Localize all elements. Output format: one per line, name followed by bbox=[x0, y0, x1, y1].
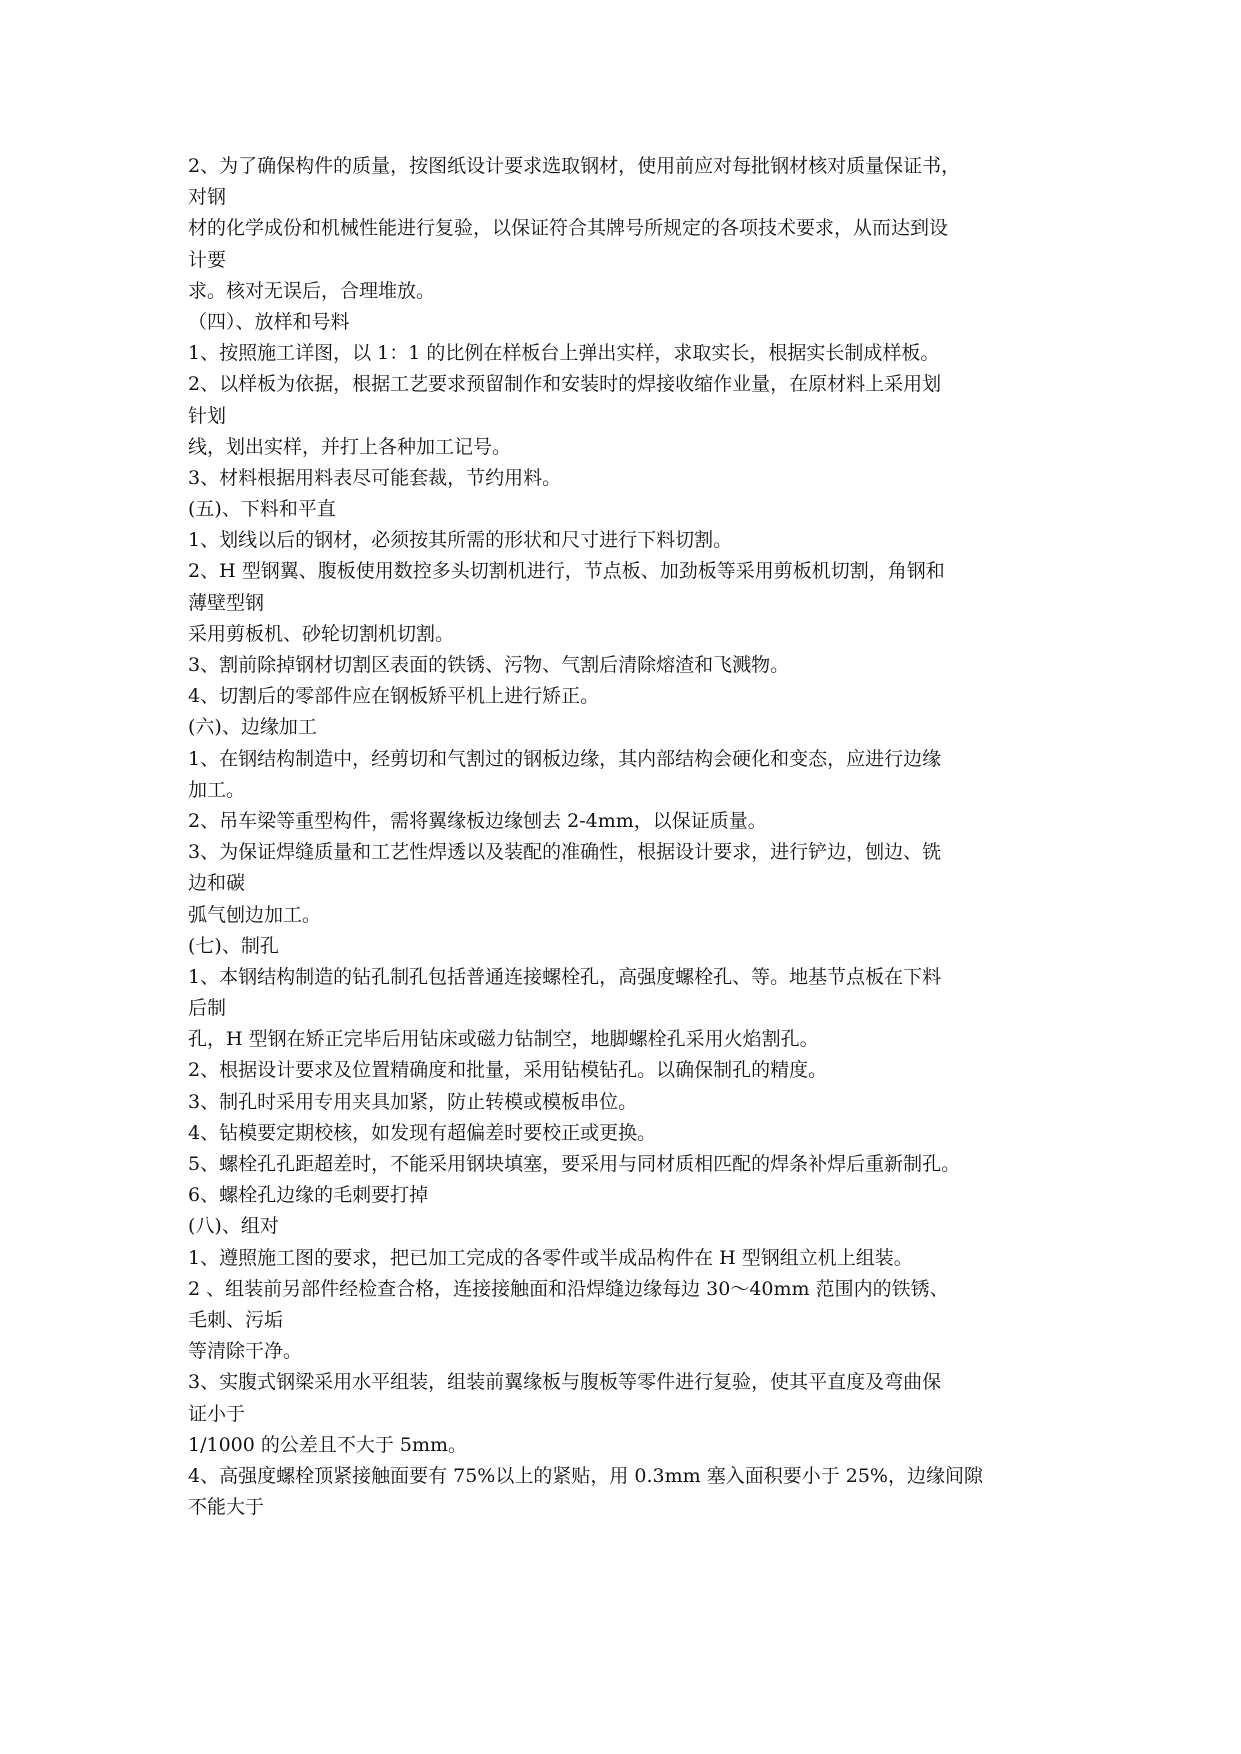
section-heading: (五)、下料和平直 bbox=[188, 498, 336, 521]
text-line: 薄壁型钢 bbox=[188, 591, 265, 614]
text-line: 线，划出实样，并打上各种加工记号。 bbox=[188, 435, 512, 458]
text-line: 4、高强度螺栓顶紧接触面要有 75%以上的紧贴，用 0.3mm 塞入面积要小于 25%，边缘间隙 bbox=[188, 1464, 983, 1487]
text-line: 1/1000 的公差且不大于 5mm。 bbox=[188, 1433, 468, 1456]
text-line: 等清除干净。 bbox=[188, 1340, 303, 1363]
text-line: 后制 bbox=[188, 997, 227, 1020]
text-line: 证小于 bbox=[188, 1402, 246, 1425]
text-line: 2、根据设计要求及位置精确度和批量，采用钻模钻孔。以确保制孔的精度。 bbox=[188, 1059, 828, 1082]
document-body bbox=[188, 151, 1068, 1523]
text-line: 4、切割后的零部件应在钢板矫平机上进行矫正。 bbox=[188, 685, 600, 708]
section-heading: (七)、制孔 bbox=[188, 934, 279, 957]
text-line: 不能大于 bbox=[188, 1496, 265, 1519]
text-line: 1、在钢结构制造中，经剪切和气割过的钢板边缘，其内部结构会硬化和变态，应进行边缘 bbox=[188, 747, 942, 770]
text-line: 对钢 bbox=[188, 186, 227, 209]
text-line: 6、螺栓孔边缘的毛刺要打掉 bbox=[188, 1184, 429, 1207]
text-line: 1、遵照施工图的要求，把已加工完成的各零件或半成品构件在 H 型钢组立机上组装。 bbox=[188, 1246, 913, 1269]
text-line: 计要 bbox=[188, 248, 227, 271]
text-line: 2、H 型钢翼、腹板使用数控多头切割机进行，节点板、加劲板等采用剪板机切割，角钢和 bbox=[188, 560, 945, 583]
text-line: 弧气刨边加工。 bbox=[188, 903, 322, 926]
text-line: 1、本钢结构制造的钻孔制孔包括普通连接螺栓孔，高强度螺栓孔、等。地基节点板在下料 bbox=[188, 965, 942, 988]
text-line: 2、吊车梁等重型构件，需将翼缘板边缘刨去 2-4mm，以保证质量。 bbox=[188, 809, 767, 832]
text-line: 4、钻模要定期校核，如发现有超偏差时要校正或更换。 bbox=[188, 1121, 657, 1144]
text-line: 3、材料根据用料表尽可能套裁，节约用料。 bbox=[188, 466, 562, 489]
text-line: 2 、组装前另部件经检查合格，连接接触面和沿焊缝边缘每边 30～40mm 范围内的铁锈、 bbox=[188, 1277, 949, 1300]
text-line: 材的化学成份和机械性能进行复验，以保证符合其牌号所规定的各项技术要求，从而达到设 bbox=[188, 217, 949, 240]
section-heading: (六)、边缘加工 bbox=[188, 716, 317, 739]
text-line: 采用剪板机、砂轮切割机切割。 bbox=[188, 622, 455, 645]
text-line: 毛刺、污垢 bbox=[188, 1308, 284, 1331]
text-line: 针划 bbox=[188, 404, 227, 427]
text-line: 3、制孔时采用专用夹具加紧，防止转模或模板串位。 bbox=[188, 1090, 638, 1113]
text-line: 5、螺栓孔孔距超差时，不能采用钢块填塞，要采用与同材质相匹配的焊条补焊后重新制孔。 bbox=[188, 1153, 961, 1175]
section-heading: (八)、组对 bbox=[188, 1215, 279, 1238]
text-line: 1、划线以后的钢材，必须按其所需的形状和尺寸进行下料切割。 bbox=[188, 529, 733, 552]
text-line: 3、割前除掉钢材切割区表面的铁锈、污物、气割后清除熔渣和飞溅物。 bbox=[188, 654, 790, 676]
text-line: 3、实腹式钢梁采用水平组装，组装前翼缘板与腹板等零件进行复验，使其平直度及弯曲保 bbox=[188, 1371, 942, 1394]
text-line: 孔，H 型钢在矫正完毕后用钻床或磁力钻制空，地脚螺栓孔采用火焰割孔。 bbox=[188, 1028, 819, 1051]
section-heading: （四）、放样和号料 bbox=[188, 310, 350, 333]
text-line: 求。核对无误后，合理堆放。 bbox=[188, 279, 436, 302]
text-line: 3、为保证焊缝质量和工艺性焊透以及装配的准确性，根据设计要求，进行铲边，刨边、铣 bbox=[188, 841, 942, 864]
text-line: 加工。 bbox=[188, 778, 246, 801]
text-line: 边和碳 bbox=[188, 872, 246, 895]
text-line: 1、按照施工详图，以 1：1 的比例在样板台上弹出实样，求取实长，根据实长制成样板。 bbox=[188, 342, 940, 365]
text-line: 2、以样板为依据，根据工艺要求预留制作和安装时的焊接收缩作业量，在原材料上采用划 bbox=[188, 373, 942, 396]
text-line: 2、为了确保构件的质量，按图纸设计要求选取钢材，使用前应对每批钢材核对质量保证书， bbox=[188, 155, 961, 177]
